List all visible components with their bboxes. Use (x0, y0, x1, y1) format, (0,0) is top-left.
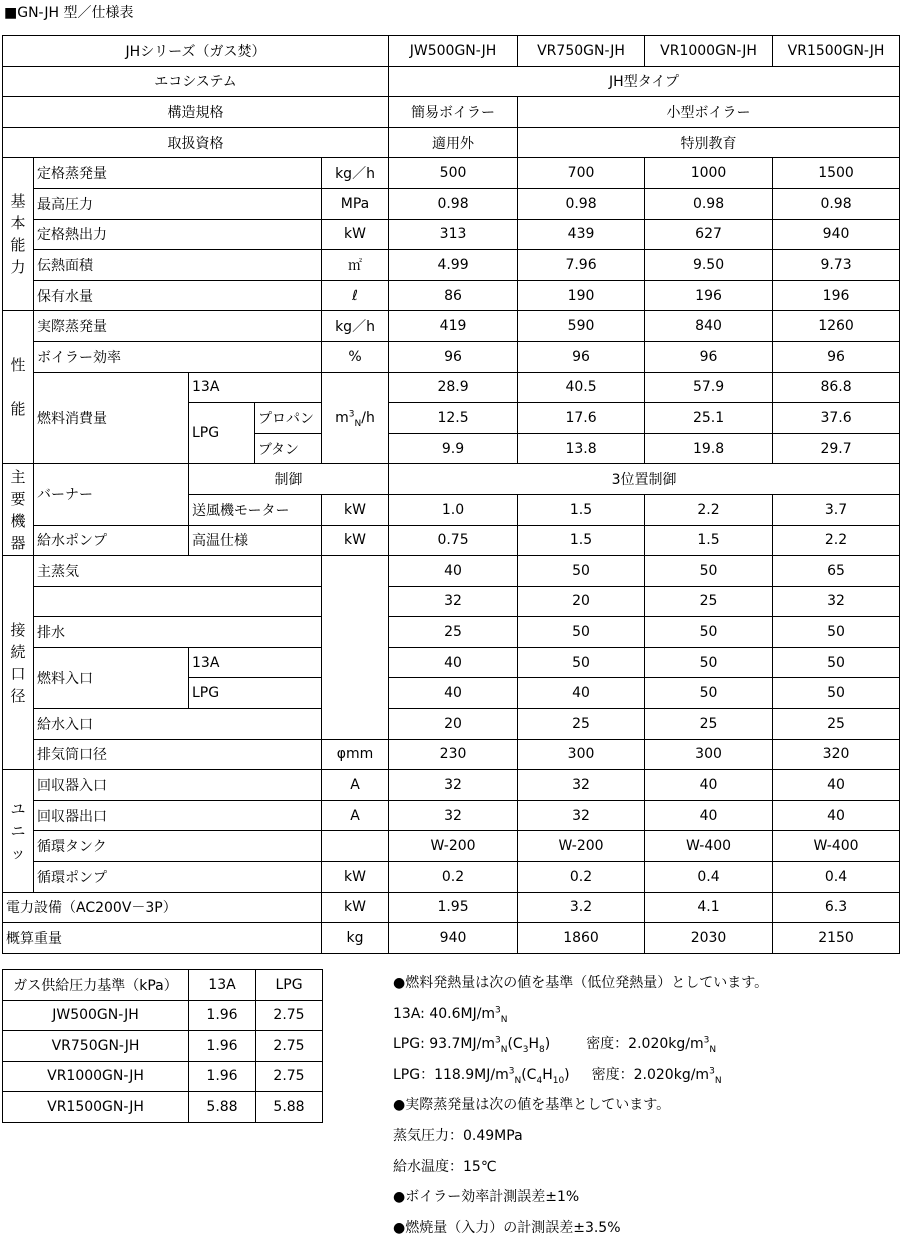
eco-value: JH型タイプ (389, 66, 900, 97)
eco-label: エコシステム (3, 66, 389, 97)
value-cell: 1.5 (645, 525, 773, 556)
model-header: JW500GN-JH (389, 36, 518, 67)
value-cell: 0.98 (645, 188, 773, 219)
value-cell: 65 (773, 556, 900, 587)
value-cell: 320 (773, 739, 900, 770)
unit-cell: kW (322, 525, 389, 556)
value-cell: 40 (645, 770, 773, 801)
row-label: 排気筒口径 (34, 739, 322, 770)
value-cell: 40 (389, 647, 518, 678)
value-cell: 1.96 (189, 1061, 256, 1092)
value-cell: 2.2 (645, 494, 773, 525)
table-row (3, 464, 900, 495)
value-cell: 1000 (645, 158, 773, 189)
table-row (3, 923, 900, 954)
value-cell: 19.8 (645, 433, 773, 464)
unit-cell: kW (322, 494, 389, 525)
table-row (3, 66, 900, 97)
row-label: 循環タンク (34, 831, 322, 862)
value-cell: 4.99 (389, 250, 518, 281)
unit-cell: ㎡ (322, 250, 389, 281)
value-cell: W-200 (389, 831, 518, 862)
group-label-seino: 性 能 (3, 311, 34, 464)
value-cell: 2.2 (773, 525, 900, 556)
value-cell: 40 (645, 800, 773, 831)
row-label: 循環ポンプ (34, 862, 322, 893)
value-cell: 25 (773, 709, 900, 740)
note-lpg-propane: LPG: $93.7MJ/m^3_N(C_3H_8)$ 密度：$2.020kg/m^3_N$ (393, 1035, 717, 1055)
unit-cell: ℓ (322, 280, 389, 311)
gas-model: VR750GN-JH (3, 1031, 189, 1062)
value-cell: 0.98 (773, 188, 900, 219)
value-cell: 4.1 (645, 892, 773, 923)
value-cell: 500 (389, 158, 518, 189)
value-cell: 20 (518, 586, 645, 617)
value-cell: 9.50 (645, 250, 773, 281)
row-label: 主蒸気 (34, 556, 322, 587)
value-cell: 37.6 (773, 403, 900, 434)
qual-label: 取扱資格 (3, 127, 389, 158)
value-cell: 1.5 (518, 525, 645, 556)
group-label-unit: ユ ニ ッ (3, 770, 34, 892)
row-label: 回収器出口 (34, 800, 322, 831)
table-row (3, 188, 900, 219)
value-cell: 0.75 (389, 525, 518, 556)
sub-label: 高温仕様 (189, 525, 322, 556)
table-row (3, 709, 900, 740)
value-cell: 29.7 (773, 433, 900, 464)
gas-model: VR1000GN-JH (3, 1061, 189, 1092)
gas-model: JW500GN-JH (3, 1000, 189, 1031)
gas-model: VR1500GN-JH (3, 1092, 189, 1123)
value-cell: 32 (518, 800, 645, 831)
value-cell: 96 (518, 341, 645, 372)
sub-label: LPG (189, 403, 255, 464)
group-label-setsuzoku: 接 続 口 径 (3, 556, 34, 770)
table-row (3, 219, 900, 250)
table-row (3, 97, 900, 128)
value-cell: 96 (645, 341, 773, 372)
row-label: 定格熱出力 (34, 219, 322, 250)
unit-cell (322, 831, 389, 862)
struct-label: 構造規格 (3, 97, 389, 128)
value-cell: 940 (773, 219, 900, 250)
row-label: 排水 (34, 617, 322, 648)
unit-cell: kg／h (322, 158, 389, 189)
row-label: 伝熱面積 (34, 250, 322, 281)
value-cell: 17.6 (518, 403, 645, 434)
qual-value: 適用外 (389, 127, 518, 158)
value-cell: 50 (773, 678, 900, 709)
value-cell: 50 (518, 647, 645, 678)
value-cell: 0.4 (773, 862, 900, 893)
value-cell: 3位置制御 (389, 464, 900, 495)
value-cell: 196 (773, 280, 900, 311)
value-cell: 13.8 (518, 433, 645, 464)
table-row (3, 739, 900, 770)
value-cell: 0.2 (518, 862, 645, 893)
row-label: 給水入口 (34, 709, 322, 740)
value-cell: 6.3 (773, 892, 900, 923)
series-header: JHシリーズ（ガス焚） (3, 36, 389, 67)
unit-cell: kW (322, 862, 389, 893)
table-row (3, 556, 900, 587)
sub-label: ブタン (255, 433, 322, 464)
value-cell: 32 (518, 770, 645, 801)
value-cell: 50 (518, 556, 645, 587)
value-cell: 0.2 (389, 862, 518, 893)
value-cell: 196 (645, 280, 773, 311)
value-cell: 50 (518, 617, 645, 648)
row-label: 燃料消費量 (34, 372, 189, 464)
value-cell: 25 (518, 709, 645, 740)
table-row (3, 158, 900, 189)
table-row (3, 1031, 323, 1062)
gas-pressure-table (2, 969, 323, 1123)
table-row (3, 831, 900, 862)
value-cell: 3.7 (773, 494, 900, 525)
sub-label: 送風機モーター (189, 494, 322, 525)
model-header: VR1000GN-JH (645, 36, 773, 67)
value-cell: 25 (645, 709, 773, 740)
table-row (3, 770, 900, 801)
value-cell: 700 (518, 158, 645, 189)
value-cell: 50 (645, 617, 773, 648)
value-cell: 1.5 (518, 494, 645, 525)
value-cell: 0.4 (645, 862, 773, 893)
row-label: 電力設備（AC200V－3P） (3, 892, 322, 923)
group-label-kihon: 基 本 能 力 (3, 158, 34, 311)
value-cell: 230 (389, 739, 518, 770)
gas-header: LPG (256, 970, 323, 1001)
value-cell: 40.5 (518, 372, 645, 403)
table-row (3, 862, 900, 893)
sub-label: 13A (189, 647, 322, 678)
sub-label: 制御 (189, 464, 389, 495)
value-cell: 96 (389, 341, 518, 372)
row-label: 保有水量 (34, 280, 322, 311)
value-cell: 25 (645, 586, 773, 617)
row-label: 概算重量 (3, 923, 322, 954)
row-label: バーナー (34, 464, 189, 525)
value-cell: 1500 (773, 158, 900, 189)
unit-cell: kW (322, 892, 389, 923)
table-row (3, 892, 900, 923)
value-cell: 590 (518, 311, 645, 342)
value-cell: 9.9 (389, 433, 518, 464)
value-cell: 419 (389, 311, 518, 342)
note-lpg-butane: LPG：$118.9MJ/m^3_N(C_4H_{10})$ 密度：$2.020kg/m^3_N$ (393, 1066, 722, 1086)
table-row (3, 617, 900, 648)
value-cell: 25 (389, 617, 518, 648)
value-cell: 40 (773, 800, 900, 831)
struct-value: 小型ボイラー (518, 97, 900, 128)
model-header: VR750GN-JH (518, 36, 645, 67)
value-cell: 1.96 (189, 1000, 256, 1031)
value-cell: 1.95 (389, 892, 518, 923)
value-cell: 2150 (773, 923, 900, 954)
value-cell: 40 (773, 770, 900, 801)
note-13a: 13A: $40.6MJ/m^3_N$ (393, 1004, 508, 1025)
sub-label: プロパン (255, 403, 322, 434)
value-cell: W-200 (518, 831, 645, 862)
row-label (34, 586, 322, 617)
value-cell: 40 (389, 678, 518, 709)
row-label: 給水ポンプ (34, 525, 189, 556)
value-cell: 50 (773, 647, 900, 678)
table-row (3, 280, 900, 311)
value-cell: 2.75 (256, 1061, 323, 1092)
table-row (3, 647, 900, 678)
value-cell: 50 (645, 556, 773, 587)
value-cell: 300 (518, 739, 645, 770)
value-cell: 50 (645, 678, 773, 709)
value-cell: 1860 (518, 923, 645, 954)
value-cell: 313 (389, 219, 518, 250)
value-cell: 25.1 (645, 403, 773, 434)
unit-cell: φmm (322, 739, 389, 770)
row-label: 燃料入口 (34, 647, 189, 708)
unit-cell: A (322, 770, 389, 801)
gas-header: 13A (189, 970, 256, 1001)
table-row (3, 525, 900, 556)
value-cell: 32 (773, 586, 900, 617)
row-label: 回収器入口 (34, 770, 322, 801)
qual-value: 特別教育 (518, 127, 900, 158)
value-cell: 40 (389, 556, 518, 587)
value-cell: 5.88 (189, 1092, 256, 1123)
unit-cell: A (322, 800, 389, 831)
value-cell: 1260 (773, 311, 900, 342)
value-cell: 86.8 (773, 372, 900, 403)
struct-value: 簡易ボイラー (389, 97, 518, 128)
value-cell: 0.98 (389, 188, 518, 219)
note-steam-pressure: 蒸気圧力：0.49MPa (393, 1127, 523, 1144)
value-cell: 20 (389, 709, 518, 740)
notes (393, 968, 893, 1243)
model-header: VR1500GN-JH (773, 36, 900, 67)
value-cell: W-400 (773, 831, 900, 862)
unit-cell: % (322, 341, 389, 372)
unit-cell: kg (322, 923, 389, 954)
unit-cell (322, 556, 389, 740)
page-title: ■GN-JH 型／仕様表 (4, 5, 134, 21)
table-row (3, 250, 900, 281)
row-label: ボイラー効率 (34, 341, 322, 372)
note-feed-temp: 給水温度：15℃ (393, 1158, 497, 1175)
note-fuel-heading: ●燃料発熱量は次の値を基準（低位発熱量）としています。 (393, 975, 769, 991)
value-cell: 2030 (645, 923, 773, 954)
row-label: 定格蒸発量 (34, 158, 322, 189)
value-cell: 840 (645, 311, 773, 342)
value-cell: 28.9 (389, 372, 518, 403)
table-row (3, 311, 900, 342)
value-cell: 7.96 (518, 250, 645, 281)
group-label-shuyo: 主 要 機 器 (3, 464, 34, 556)
value-cell: 1.96 (189, 1031, 256, 1062)
table-row (3, 36, 900, 67)
value-cell: 627 (645, 219, 773, 250)
table-row (3, 1061, 323, 1092)
value-cell: 190 (518, 280, 645, 311)
note-steam-heading: ●実際蒸発量は次の値を基準としています。 (393, 1097, 671, 1114)
value-cell: 57.9 (645, 372, 773, 403)
table-row (3, 800, 900, 831)
unit-cell: $m^3_N/h$ (322, 372, 389, 464)
note-efficiency-error: ●ボイラー効率計測誤差±1% (393, 1189, 580, 1206)
value-cell: 3.2 (518, 892, 645, 923)
unit-cell: MPa (322, 188, 389, 219)
value-cell: 32 (389, 586, 518, 617)
table-row (3, 1000, 323, 1031)
table-row (3, 1092, 323, 1123)
value-cell: 940 (389, 923, 518, 954)
table-row (3, 372, 900, 403)
row-label: 最高圧力 (34, 188, 322, 219)
value-cell: 2.75 (256, 1000, 323, 1031)
value-cell: 2.75 (256, 1031, 323, 1062)
table-row (3, 127, 900, 158)
value-cell: 0.98 (518, 188, 645, 219)
value-cell: 12.5 (389, 403, 518, 434)
table-row (3, 586, 900, 617)
value-cell: 300 (645, 739, 773, 770)
row-label: 実際蒸発量 (34, 311, 322, 342)
unit-cell: kg／h (322, 311, 389, 342)
value-cell: 50 (645, 647, 773, 678)
unit-cell: kW (322, 219, 389, 250)
gas-header: ガス供給圧力基準（kPa） (3, 970, 189, 1001)
sub-label: LPG (189, 678, 322, 709)
value-cell: 439 (518, 219, 645, 250)
value-cell: 9.73 (773, 250, 900, 281)
table-row (3, 341, 900, 372)
value-cell: 1.0 (389, 494, 518, 525)
value-cell: 96 (773, 341, 900, 372)
value-cell: 32 (389, 770, 518, 801)
value-cell: 40 (518, 678, 645, 709)
value-cell: 5.88 (256, 1092, 323, 1123)
value-cell: 32 (389, 800, 518, 831)
value-cell: W-400 (645, 831, 773, 862)
spec-table (2, 35, 900, 954)
sub-label: 13A (189, 372, 322, 403)
value-cell: 86 (389, 280, 518, 311)
value-cell: 50 (773, 617, 900, 648)
table-row (3, 970, 323, 1001)
note-burn-error: ●燃焼量（入力）の計測誤差±3.5% (393, 1219, 621, 1236)
